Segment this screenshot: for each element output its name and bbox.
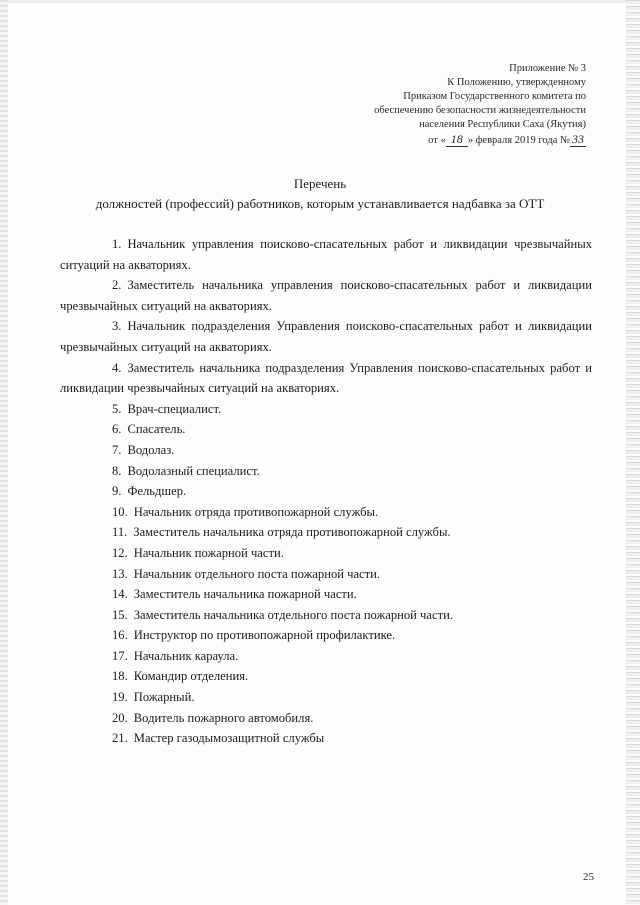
scan-edge-top xyxy=(0,0,640,3)
list-item-text: Заместитель начальника отряда противопожарной службы. xyxy=(133,525,451,540)
approval-order: Приказом Государственного комитета по xyxy=(403,91,586,102)
page-number: 25 xyxy=(583,871,594,883)
list-item xyxy=(60,440,592,461)
document-title: Перечень xyxy=(293,176,347,191)
list-item-number: 12. xyxy=(112,545,128,560)
approval-appendix: Приложение № 3 xyxy=(509,63,586,74)
list-item-number: 21. xyxy=(112,731,128,746)
date-day: 18 xyxy=(446,132,468,147)
list-item-text: Водолазный специалист. xyxy=(127,463,260,478)
list-item xyxy=(60,564,592,585)
list-item-text: Начальник пожарной части. xyxy=(133,545,284,560)
list-item-number: 15. xyxy=(112,607,128,622)
document-subtitle: должностей (профессий) работников, которым устанавливается надбавка за ОТТ xyxy=(95,196,545,211)
list-item xyxy=(60,399,592,420)
list-item-text: Командир отделения. xyxy=(133,669,249,684)
list-item xyxy=(60,275,592,316)
approval-regulation: К Положению, утвержденному xyxy=(447,77,586,88)
list-item xyxy=(60,708,592,729)
list-item xyxy=(60,646,592,667)
list-item-number: 20. xyxy=(112,710,128,725)
list-item-text: Водитель пожарного автомобиля. xyxy=(133,710,314,725)
list-item-number: 5. xyxy=(112,401,122,416)
list-item-text: Фельдшер. xyxy=(127,484,187,499)
date-number: 33 xyxy=(572,132,584,146)
list-item-text: Начальник отдельного поста пожарной части. xyxy=(133,566,381,581)
list-item-number: 1. xyxy=(112,237,122,251)
list-item-number: 3. xyxy=(112,319,122,334)
approval-committee: обеспечению безопасности жизнедеятельности xyxy=(374,105,586,116)
list-item-number: 19. xyxy=(112,690,128,705)
list-item-text: Пожарный. xyxy=(133,690,195,705)
list-item-number: 17. xyxy=(112,648,128,663)
list-item-number: 7. xyxy=(112,442,122,457)
list-item-text: Начальник отряда противопожарной службы. xyxy=(133,504,379,519)
list-item-text: Водолаз. xyxy=(127,442,175,457)
positions-list xyxy=(60,234,592,749)
list-item xyxy=(60,605,592,626)
date-middle: » февраля 2019 года № xyxy=(467,135,570,146)
date-prefix: от « xyxy=(428,135,446,146)
list-item xyxy=(60,358,592,399)
list-item xyxy=(60,625,592,646)
list-item xyxy=(60,584,592,605)
list-item-number: 4. xyxy=(112,360,122,375)
list-item-text: Врач-специалист. xyxy=(127,401,222,416)
list-item-text: Начальник управления поисково-спасательных работ и ликвидации чрезвычайных ситуаций на акваториях. xyxy=(60,237,592,272)
scan-edge-left xyxy=(0,0,8,905)
list-item xyxy=(60,481,592,502)
list-item-text: Мастер газодымозащитной службы xyxy=(133,731,325,746)
list-item-number: 8. xyxy=(112,463,122,478)
approval-republic: населения Республики Саха (Якутия) xyxy=(419,119,586,130)
list-item-text: Спасатель. xyxy=(127,422,186,437)
list-item-number: 13. xyxy=(112,566,128,581)
list-item-number: 18. xyxy=(112,669,128,684)
list-item-text: Начальник караула. xyxy=(133,648,239,663)
list-item-text: Заместитель начальника управления поисково-спасательных работ и ликвидации чрезвычайных ситуаций на акваториях. xyxy=(60,278,592,313)
list-item xyxy=(60,687,592,708)
list-item xyxy=(60,461,592,482)
scan-edge-right xyxy=(626,0,640,905)
list-item xyxy=(60,522,592,543)
list-item xyxy=(60,502,592,523)
list-item xyxy=(60,728,592,749)
list-item-text: Заместитель начальника подразделения Управления поисково-спасательных работ и ликвидации чрезвычайных ситуаций на акваториях. xyxy=(60,360,592,396)
list-item-text: Заместитель начальника отдельного поста пожарной части. xyxy=(133,607,453,622)
list-item xyxy=(60,234,592,275)
approval-block xyxy=(286,62,586,148)
list-item-number: 2. xyxy=(112,278,122,293)
list-item-number: 9. xyxy=(112,484,122,499)
list-item-number: 6. xyxy=(112,422,122,437)
list-item-number: 14. xyxy=(112,587,128,602)
list-item xyxy=(60,419,592,440)
list-item xyxy=(60,543,592,564)
list-item-text: Начальник подразделения Управления поисково-спасательных работ и ликвидации чрезвычайных ситуаций на акваториях. xyxy=(60,319,592,354)
list-item-number: 11. xyxy=(112,525,128,540)
approval-date-line xyxy=(286,132,586,148)
list-item xyxy=(60,316,592,357)
list-item-text: Заместитель начальника пожарной части. xyxy=(133,587,357,602)
list-item xyxy=(60,666,592,687)
list-item-number: 10. xyxy=(112,504,128,519)
list-item-number: 16. xyxy=(112,628,128,643)
list-item-text: Инструктор по противопожарной профилактике. xyxy=(133,628,396,643)
